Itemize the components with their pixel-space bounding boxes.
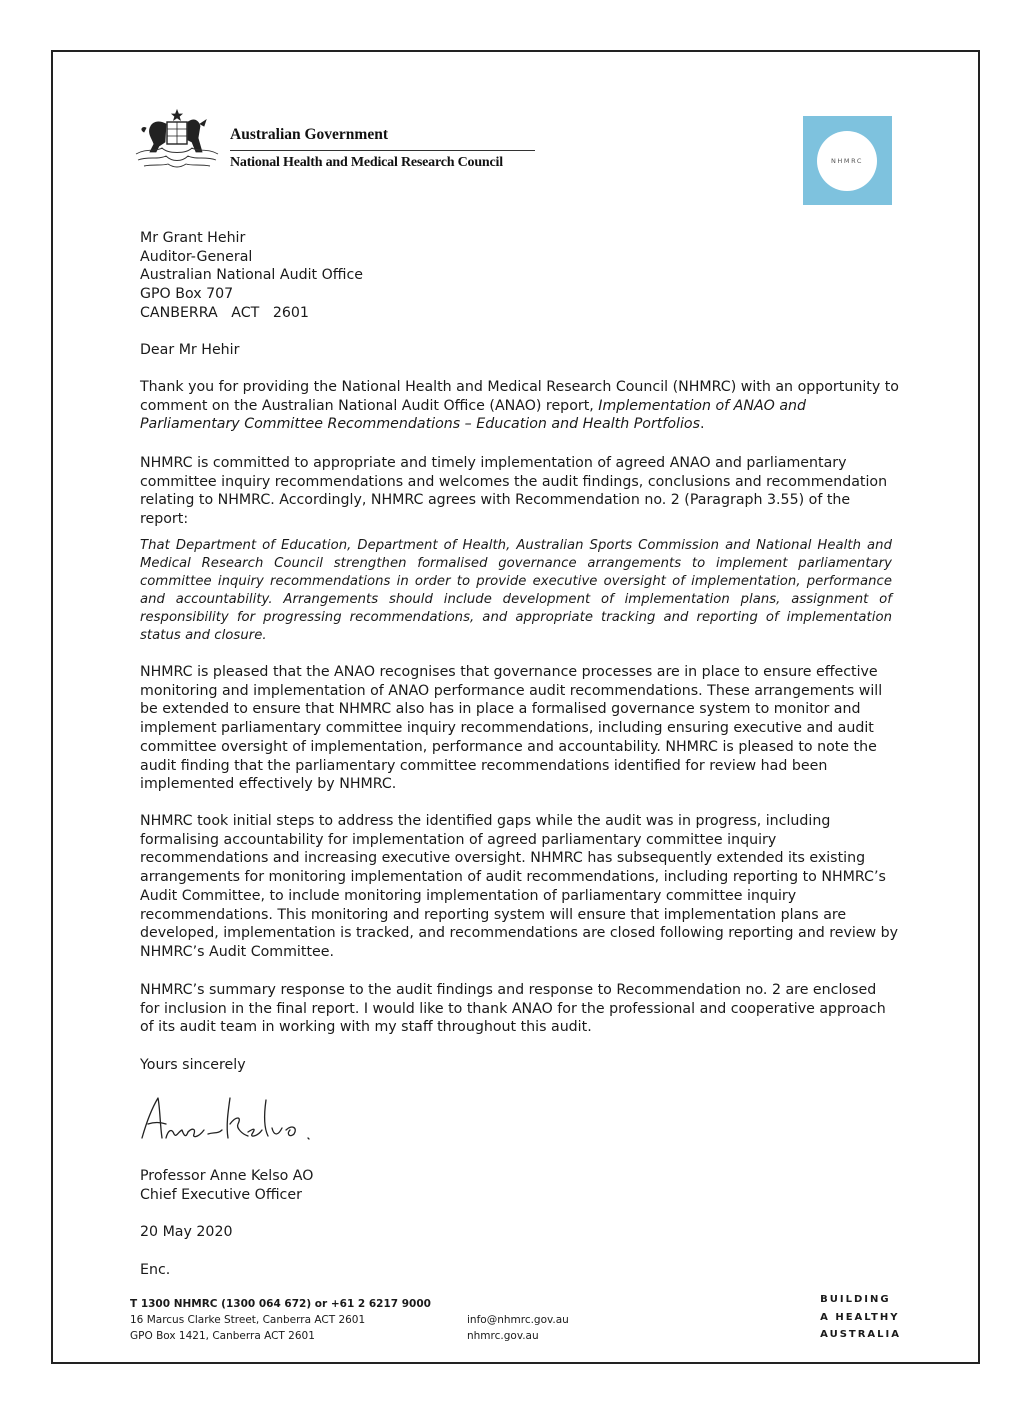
paragraph-2: NHMRC is committed to appropriate and timely implementation of agreed ANAO and parliamentary committee inquiry recommendations and welcomes the audit findings, conclusions and recommendation relating to NHMRC. Accordingly, NHMRC agrees with Recommendation no. 2 (Paragraph 3.55) of the report: — [140, 455, 888, 528]
address-line: Mr Grant Hehir — [140, 230, 246, 246]
signatory-block — [140, 1167, 900, 1204]
paragraph-4: NHMRC took initial steps to address the identified gaps while the audit was in progress, including formalising accountability for implementation of agreed parliamentary committee inquiry recommendations and increasing executive oversight. NHMRC has subsequently extended its existing arrangements for monitoring implementation of audit recommendations, including reporting to NHMRC’s Audit Committee, to include monitoring implementation of parliamentary committee inquiry recommendations. This monitoring and reporting system will ensure that implementation plans are developed, implementation is tracked, and recommendations are closed following reporting and review by NHMRC’s Audit Committee. — [140, 813, 899, 960]
enclosure-note: Enc. — [140, 1262, 171, 1278]
paragraph-5: NHMRC’s summary response to the audit findings and response to Recommendation no. 2 are enclosed for inclusion in the final report. I would like to thank ANAO for the professional and cooperative approach of its audit team in working with my staff throughout this audit. — [140, 982, 886, 1036]
recommendation-quote: That Department of Education, Department of Health, Australian Sports Commission and National Health and Medical Research Council strengthen formalised governance arrangements to implement parliamentary committee inquiry recommendations in order to provide executive oversight of implementation, performance and accountability. Arrangements should include development of implementation plans, assignment of responsibility for progressing recommendations, and appropriate tracking and reporting of implementation status and closure. — [140, 538, 892, 643]
footer-street: 16 Marcus Clarke Street, Canberra ACT 2601 — [130, 1314, 366, 1326]
report-title: Implementation of ANAO and Parliamentary Committee Recommendations – Education and Health Portfolios — [140, 397, 807, 433]
address-line: Auditor-General — [140, 248, 253, 265]
footer-email[interactable]: info@nhmrc.gov.au — [467, 1314, 569, 1326]
tagline-line: BUILDING — [820, 1294, 891, 1305]
recipient-address — [140, 229, 900, 323]
letter-date: 20 May 2020 — [140, 1224, 233, 1240]
footer-online — [467, 1312, 569, 1344]
paragraph-1-end: . — [699, 416, 705, 433]
signatory-title: Chief Executive Officer — [140, 1186, 302, 1203]
tagline-line: AUSTRALIA — [820, 1329, 901, 1340]
tagline-line: A HEALTHY — [820, 1311, 900, 1323]
footer-contact — [130, 1296, 431, 1344]
address-line: GPO Box 707 — [140, 286, 234, 303]
address-line: CANBERRA ACT 2601 — [140, 304, 309, 321]
logo-circle — [817, 131, 877, 191]
address-line: Australian National Audit Office — [140, 267, 364, 284]
footer-phone: T 1300 NHMRC (1300 064 672) or +61 2 6217 9000 — [130, 1298, 431, 1310]
handwritten-signature — [138, 1094, 328, 1146]
footer-tagline — [820, 1291, 901, 1344]
council-name: National Health and Medical Research Council — [230, 155, 503, 170]
paragraph-1 — [140, 378, 900, 434]
footer-po-box: GPO Box 1421, Canberra ACT 2601 — [130, 1330, 315, 1342]
nhmrc-logo — [803, 116, 892, 205]
logo-text: NHMRC — [830, 157, 864, 165]
salutation: Dear Mr Hehir — [140, 342, 240, 358]
paragraph-1-text: Thank you for providing the National Health and Medical Research Council (NHMRC) with an opportunity to comment on the Australian National Audit Office (ANAO) report, — [140, 379, 899, 414]
signatory-name: Professor Anne Kelso AO — [140, 1168, 314, 1184]
footer-website[interactable]: nhmrc.gov.au — [467, 1330, 539, 1342]
closing: Yours sincerely — [140, 1057, 246, 1073]
paragraph-3: NHMRC is pleased that the ANAO recognises that governance processes are in place to ensure effective monitoring and implementation of ANAO performance audit recommendations. These arrangements will be extended to ensure that NHMRC also has in place a formalised governance system to monitor and implement parliamentary committee inquiry recommendations, including ensuring executive and audit committee oversight of implementation, performance and accountability. NHMRC is pleased to note the audit finding that the parliamentary committee recommendations identified for review had been implemented effectively by NHMRC. — [140, 664, 883, 793]
coat-of-arms-icon — [132, 108, 222, 174]
government-title: Australian Government — [230, 126, 389, 143]
header-rule — [230, 150, 535, 151]
